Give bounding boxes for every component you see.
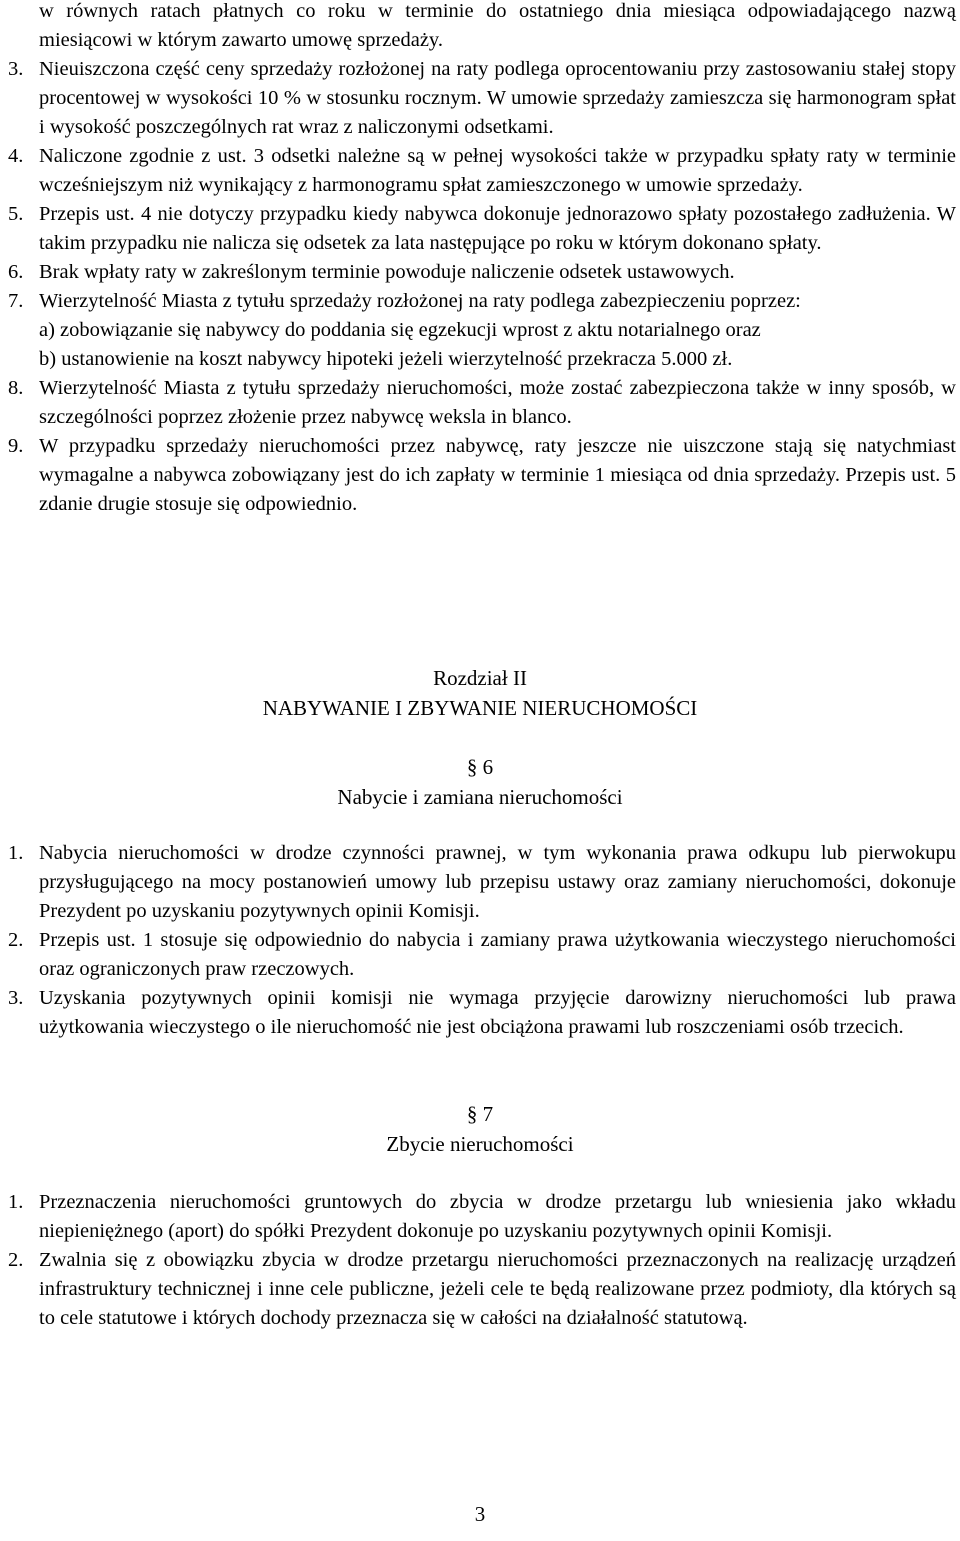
item-number: 5. xyxy=(8,203,24,225)
continuation-text: w równych ratach płatnych co roku w terminie do ostatniego dnia miesiąca odpowiadającego nazwą miesiącowi w którym zawarto umowę sprzedaży. xyxy=(39,0,956,51)
item-text: Zwalnia się z obowiązku zbycia w drodze przetargu nieruchomości przeznaczonych na realizację urządzeń infrastruktury technicznej i inne cele publiczne, jeżeli cele te będą realizowane przez podmioty, dla których są to cele statutowe i których dochody przeznacza się w całości na działalność statutową. xyxy=(39,1249,956,1329)
list-item xyxy=(8,984,956,1042)
item-text: Wierzytelność Miasta z tytułu sprzedaży nieruchomości, może zostać zabezpieczona także w inny sposób, w szczególności poprzez złożenie przez nabywcę weksla in blanco. xyxy=(39,377,956,428)
item-text: Nabycia nieruchomości w drodze czynności prawnej, w tym wykonania prawa odkupu lub pierwokupu przysługującego na mocy postanowień umowy lub przepisu ustawy oraz zamiany nieruchomości, dokonuje Prezydent po uzyskaniu pozytywnych opinii Komisji. xyxy=(39,842,956,922)
item-number: 1. xyxy=(8,842,24,864)
item-number: 2. xyxy=(8,929,24,951)
list-item xyxy=(8,200,956,258)
item-number: 4. xyxy=(8,145,24,167)
paragraph-7-heading xyxy=(0,1100,960,1129)
section-top xyxy=(8,0,956,519)
paragraph-6-heading xyxy=(0,753,960,782)
list-item xyxy=(8,287,956,374)
paragraph-7-items xyxy=(8,1188,956,1333)
list-item xyxy=(8,55,956,142)
page-number: 3 xyxy=(474,1502,486,1526)
section-sign-icon: § xyxy=(466,755,478,779)
paragraph-6-title: Nabycie i zamiana nieruchomości xyxy=(337,785,623,809)
list-item xyxy=(8,1246,956,1333)
item-text: Nieuiszczona część ceny sprzedaży rozłożonej na raty podlega oprocentowaniu przy zastosowaniu stałej stopy procentowej w wysokości 10 % w stosunku rocznym. W umowie sprzedaży zamieszcza się harmonogram spłat i wysokość poszczególnych rat wraz z naliczonymi odsetkami. xyxy=(39,58,956,138)
item-number: 7. xyxy=(8,290,24,312)
paragraph-7-title: Zbycie nieruchomości xyxy=(386,1132,574,1156)
item-text: Brak wpłaty raty w zakreślonym terminie powoduje naliczenie odsetek ustawowych. xyxy=(39,261,735,283)
sub-item-b: b) ustanowienie na koszt nabywcy hipoteki jeżeli wierzytelność przekracza 5.000 zł. xyxy=(39,348,733,370)
list-item xyxy=(8,1188,956,1246)
item-number: 9. xyxy=(8,435,24,457)
item-text: Uzyskania pozytywnych opinii komisji nie wymaga przyjęcie darowizny nieruchomości lub prawa użytkowania wieczystego o ile nieruchomość nie jest obciążona prawami lub roszczeniami osób trzecich. xyxy=(39,987,956,1038)
paragraph-6-number: 6 xyxy=(482,755,494,779)
list-item xyxy=(8,258,956,287)
chapter-title: NABYWANIE I ZBYWANIE NIERUCHOMOŚCI xyxy=(262,696,698,720)
item-text: Przepis ust. 4 nie dotyczy przypadku kiedy nabywca dokonuje jednorazowo spłaty pozostałego zadłużenia. W takim przypadku nie nalicza się odsetek za lata następujące po roku w którym dokonano spłaty. xyxy=(39,203,956,254)
list-item xyxy=(8,374,956,432)
item-number: 8. xyxy=(8,377,24,399)
item-number: 3. xyxy=(8,987,24,1009)
list-item xyxy=(8,926,956,984)
item-number: 2. xyxy=(8,1249,24,1271)
item-number: 3. xyxy=(8,58,24,80)
item-text: Wierzytelność Miasta z tytułu sprzedaży rozłożonej na raty podlega zabezpieczeniu poprzez: xyxy=(39,290,801,312)
item-text: Przeznaczenia nieruchomości gruntowych do zbycia w drodze przetargu lub wniesienia jako wkładu niepieniężnego (aport) do spółki Prezydent dokonuje po uzyskaniu pozytywnych opinii Komisji. xyxy=(39,1191,956,1242)
list-item xyxy=(8,142,956,200)
sub-item-a: a) zobowiązanie się nabywcy do poddania się egzekucji wprost z aktu notarialnego oraz xyxy=(39,319,761,341)
item-text: Przepis ust. 1 stosuje się odpowiednio do nabycia i zamiany prawa użytkowania wieczystego nieruchomości oraz ograniczonych praw rzeczowych. xyxy=(39,929,956,980)
paragraph-7-number: 7 xyxy=(482,1102,494,1126)
item-text: W przypadku sprzedaży nieruchomości przez nabywcę, raty jeszcze nie uiszczone stają się natychmiast wymagalne a nabywca zobowiązany jest do ich zapłaty w terminie 1 miesiąca od dnia sprzedaży. Przepis ust. 5 zdanie drugie stosuje się odpowiednio. xyxy=(39,435,956,515)
item-number: 6. xyxy=(8,261,24,283)
item-number: 1. xyxy=(8,1191,24,1213)
paragraph-6-items xyxy=(8,839,956,1042)
list-item xyxy=(8,839,956,926)
list-item xyxy=(8,432,956,519)
chapter-label: Rozdział II xyxy=(433,666,527,690)
item-text: Naliczone zgodnie z ust. 3 odsetki należne są w pełnej wysokości także w przypadku spłaty raty w terminie wcześniejszym niż wynikający z harmonogramu spłat zamieszczonego w umowie sprzedaży. xyxy=(39,145,956,196)
section-sign-icon: § xyxy=(466,1102,478,1126)
